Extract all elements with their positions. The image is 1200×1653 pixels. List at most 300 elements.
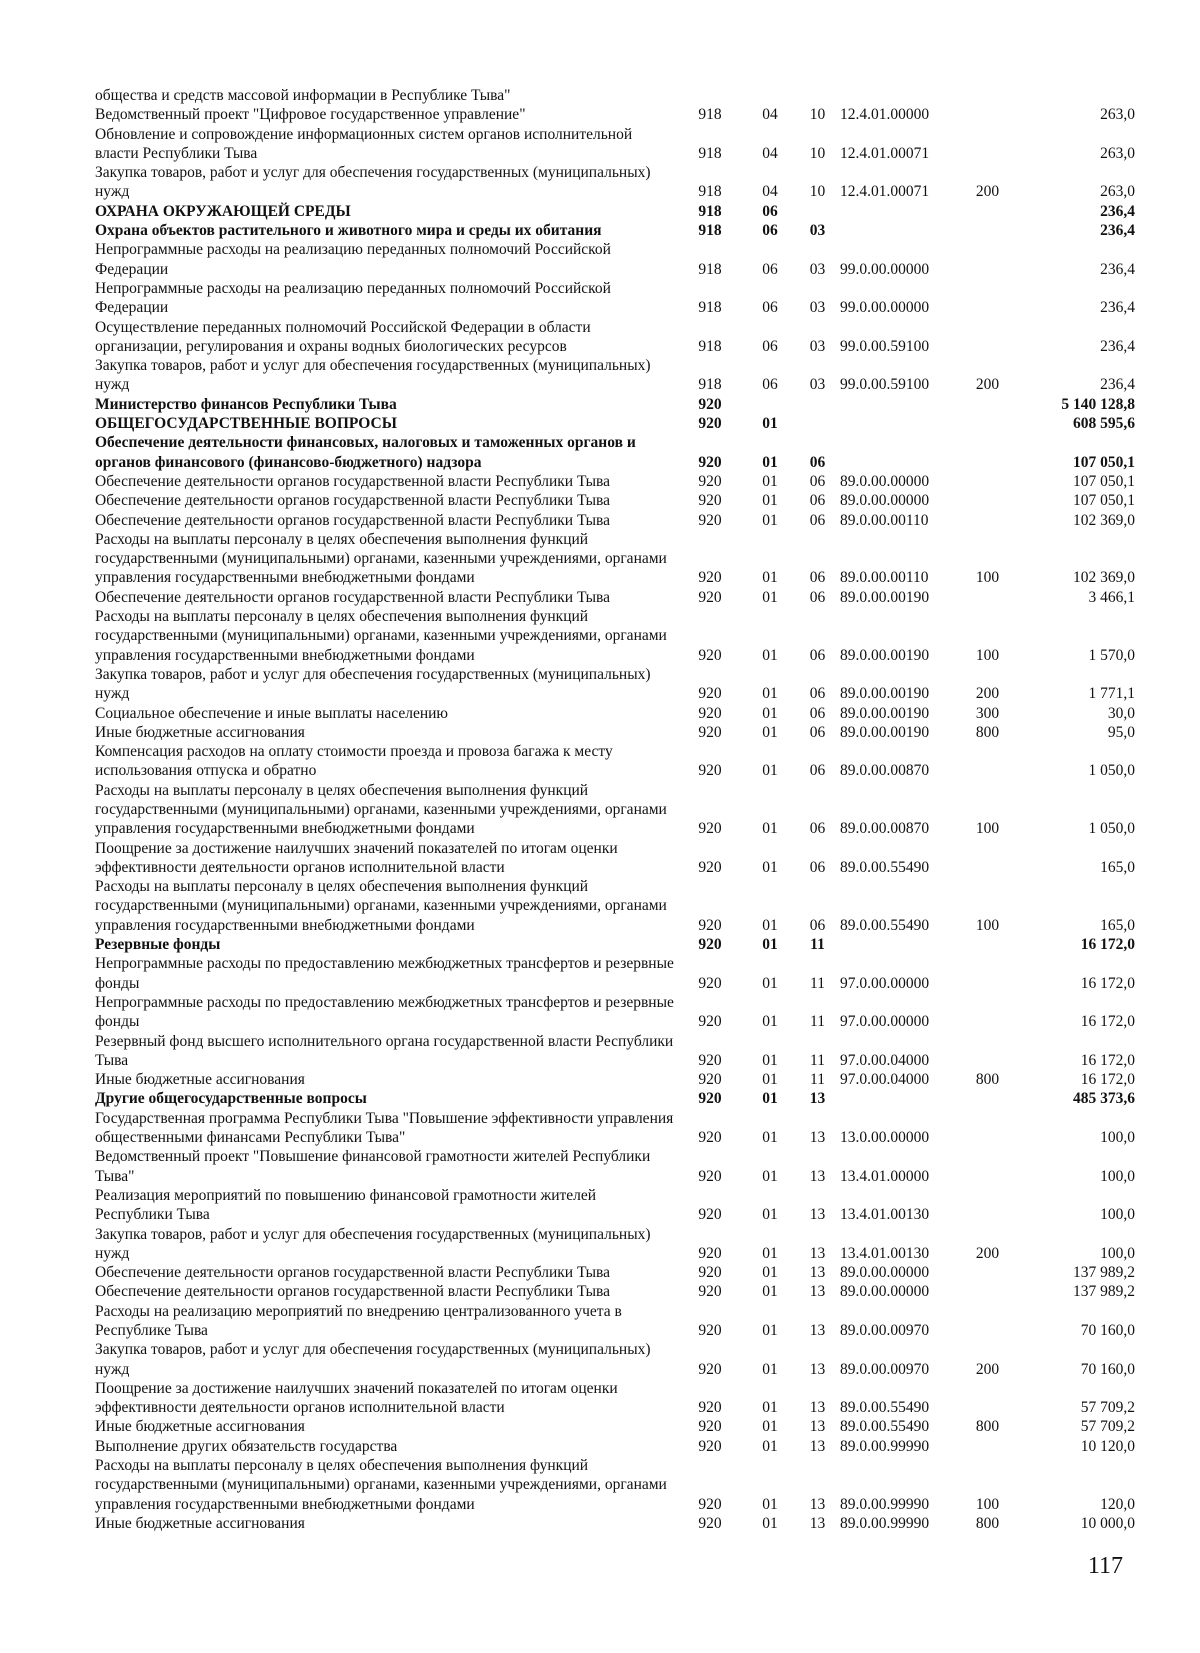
row-grbs-code: 920 — [698, 646, 722, 664]
row-section-code: 01 — [762, 974, 778, 992]
row-grbs-code: 920 — [698, 1495, 722, 1513]
row-expense-type — [960, 414, 1015, 433]
row-subsection-code: 06 — [809, 916, 826, 934]
row-section-code: 04 — [762, 106, 778, 124]
row-target-article: 99.0.00.00000 — [840, 260, 930, 278]
row-grbs-code: 920 — [698, 569, 722, 587]
row-name: Компенсация расходов на оплату стоимости проезда и провоза багажа к месту использования отпуска и обратно — [95, 743, 613, 780]
row-subsection-code: 06 — [809, 453, 826, 471]
row-subsection-code — [795, 395, 840, 414]
table-row — [95, 704, 1135, 723]
row-grbs-code: 920 — [698, 1090, 722, 1108]
row-grbs-code: 920 — [698, 1071, 722, 1089]
row-name: Обновление и сопровождение информационных систем органов исполнительной власти Республики Тыва — [95, 125, 633, 162]
row-target-article: 13.4.01.00000 — [840, 1167, 930, 1185]
row-subsection-code: 13 — [809, 1360, 826, 1378]
row-subsection-code: 06 — [809, 472, 826, 490]
row-name: Обеспечение деятельности органов государственной власти Республики Тыва — [95, 1264, 611, 1282]
row-subsection-code: 13 — [809, 1244, 826, 1262]
row-subsection-code: 03 — [809, 376, 826, 394]
table-row — [95, 1456, 1135, 1514]
row-target-article: 13.4.01.00130 — [840, 1206, 930, 1224]
row-amount: 10 120,0 — [1080, 1437, 1135, 1455]
row-name: Обеспечение деятельности органов государственной власти Республики Тыва — [95, 588, 611, 606]
row-name: Резервные фонды — [95, 936, 221, 954]
row-target-article: 89.0.00.00190 — [840, 588, 930, 606]
row-subsection-code: 11 — [810, 974, 825, 992]
row-section-code: 01 — [762, 1090, 778, 1108]
row-amount: 100,0 — [1100, 1244, 1135, 1262]
row-section-code: 01 — [762, 1206, 778, 1224]
row-section-code: 01 — [762, 820, 778, 838]
row-name: Расходы на выплаты персоналу в целях обеспечения выполнения функций государственными (муниципальными) органами, казенными учреждениями, органами управления государственными внебюджетными фондами — [95, 608, 667, 664]
table-row — [95, 607, 1135, 665]
table-row — [95, 1417, 1135, 1436]
row-name: Обеспечение деятельности финансовых, налоговых и таможенных органов и органов финансового (финансово-бюджетного) надзора — [95, 434, 636, 471]
row-section-code: 01 — [762, 916, 778, 934]
row-amount: 3 466,1 — [1088, 588, 1135, 606]
row-name: Осуществление переданных полномочий Российской Федерации в области организации, регулирования и охраны водных биологических ресурсов — [95, 318, 591, 355]
row-grbs-code: 918 — [698, 202, 722, 220]
row-expense-type — [960, 433, 1015, 472]
row-target-article: 89.0.00.00000 — [840, 1264, 930, 1282]
row-expense-type — [960, 1147, 1015, 1186]
row-section-code: 01 — [762, 1013, 778, 1031]
row-section-code: 01 — [762, 1322, 778, 1339]
row-amount: 16 172,0 — [1080, 1071, 1135, 1089]
table-row — [95, 279, 1135, 318]
table-row — [95, 781, 1135, 839]
row-section-code: 01 — [762, 472, 778, 490]
row-name: Реализация мероприятий по повышению финансовой грамотности жителей Республики Тыва — [95, 1186, 597, 1224]
row-target-article: 12.4.01.00071 — [840, 183, 930, 201]
row-expense-type — [960, 993, 1015, 1032]
row-section-code: 01 — [762, 1399, 778, 1417]
row-section-code: 04 — [762, 183, 778, 201]
row-expense-type — [960, 839, 1015, 878]
table-row — [95, 839, 1135, 878]
row-amount: 236,4 — [1100, 337, 1135, 355]
row-grbs-code: 920 — [698, 858, 722, 876]
row-subsection-code: 10 — [809, 183, 826, 201]
row-subsection-code: 13 — [809, 1283, 826, 1301]
table-row — [95, 356, 1135, 395]
row-expense-type — [960, 472, 1015, 491]
table-row — [95, 877, 1135, 935]
row-name: Непрограммные расходы на реализацию переданных полномочий Российской Федерации — [95, 279, 611, 317]
row-target-article: 89.0.00.00110 — [840, 569, 929, 587]
row-name: Расходы на выплаты персоналу в целях обеспечения выполнения функций государственными (муниципальными) органами, казенными учреждениями, органами управления государственными внебюджетными фондами — [95, 878, 667, 934]
row-subsection-code: 03 — [809, 337, 826, 355]
table-row — [95, 1263, 1135, 1282]
row-target-article: 97.0.00.04000 — [840, 1051, 930, 1069]
row-amount: 107 050,1 — [1073, 492, 1135, 510]
row-subsection-code: 06 — [809, 858, 826, 876]
row-grbs-code — [675, 86, 745, 105]
table-row — [95, 86, 1135, 105]
row-grbs-code: 920 — [698, 395, 722, 413]
row-amount: 1 050,0 — [1088, 762, 1135, 780]
row-target-article: 89.0.00.55490 — [840, 1399, 930, 1417]
row-target-article: 89.0.00.00190 — [840, 685, 930, 703]
table-row — [95, 1089, 1135, 1108]
row-grbs-code: 920 — [698, 1244, 722, 1262]
row-name: Поощрение за достижение наилучших значений показателей по итогам оценки эффективности деятельности органов исполнительной власти — [95, 839, 618, 876]
row-name: Иные бюджетные ассигнования — [95, 723, 305, 741]
row-grbs-code: 920 — [698, 453, 722, 471]
row-subsection-code: 06 — [809, 492, 826, 510]
row-grbs-code: 920 — [698, 916, 722, 934]
row-subsection-code: 13 — [809, 1495, 826, 1513]
row-section-code: 01 — [762, 704, 778, 722]
row-name: Ведомственный проект "Повышение финансовой грамотности жителей Республики Тыва" — [95, 1148, 651, 1185]
table-row — [95, 491, 1135, 510]
row-name: Обеспечение деятельности органов государственной власти Республики Тыва — [95, 472, 611, 490]
row-expense-type — [960, 742, 1015, 781]
row-target-article: 12.4.01.00000 — [840, 106, 930, 124]
row-grbs-code: 920 — [698, 1167, 722, 1185]
table-row — [95, 472, 1135, 491]
table-row — [95, 1437, 1135, 1456]
budget-table — [95, 86, 1135, 1533]
row-section-code: 01 — [762, 685, 778, 703]
row-grbs-code: 920 — [698, 1283, 722, 1301]
row-target-article — [840, 86, 960, 105]
row-target-article: 13.4.01.00130 — [840, 1244, 930, 1262]
row-grbs-code: 918 — [698, 337, 722, 355]
row-amount: 16 172,0 — [1080, 1013, 1135, 1031]
row-expense-type: 200 — [975, 1244, 1000, 1262]
row-section-code: 01 — [762, 492, 778, 510]
row-name: ОХРАНА ОКРУЖАЮЩЕЙ СРЕДЫ — [95, 202, 351, 220]
row-section-code: 06 — [762, 202, 778, 220]
row-section-code: 04 — [762, 144, 778, 162]
row-grbs-code: 920 — [698, 1322, 722, 1339]
row-expense-type — [960, 1089, 1015, 1108]
row-amount: 30,0 — [1107, 704, 1135, 722]
row-subsection-code: 11 — [810, 1051, 825, 1069]
row-subsection-code: 03 — [809, 260, 826, 278]
row-expense-type — [960, 1437, 1015, 1456]
row-grbs-code: 920 — [698, 415, 722, 433]
row-subsection-code: 13 — [809, 1399, 826, 1417]
row-section-code: 06 — [762, 260, 778, 278]
row-section-code: 01 — [762, 1071, 778, 1089]
row-expense-type: 800 — [975, 1418, 1000, 1436]
row-grbs-code: 918 — [698, 299, 722, 317]
row-target-article: 89.0.00.00190 — [840, 646, 930, 664]
row-grbs-code: 920 — [698, 1399, 722, 1417]
table-row — [95, 1032, 1135, 1071]
row-section-code: 01 — [762, 1244, 778, 1262]
row-expense-type — [960, 588, 1015, 607]
row-target-article: 99.0.00.59100 — [840, 376, 930, 394]
row-grbs-code: 920 — [698, 685, 722, 703]
row-section-code: 01 — [762, 588, 778, 606]
row-section-code: 06 — [762, 222, 778, 240]
row-grbs-code: 920 — [698, 1051, 722, 1069]
row-expense-type: 200 — [975, 685, 1000, 703]
row-grbs-code: 920 — [698, 511, 722, 529]
row-section-code: 01 — [762, 1437, 778, 1455]
row-amount: 102 369,0 — [1073, 511, 1135, 529]
table-row — [95, 318, 1135, 357]
row-amount: 95,0 — [1107, 723, 1135, 741]
row-section-code: 01 — [762, 858, 778, 876]
row-expense-type — [960, 1302, 1015, 1341]
row-subsection-code: 13 — [809, 1090, 826, 1108]
row-name: Закупка товаров, работ и услуг для обеспечения государственных (муниципальных) нужд — [95, 357, 651, 394]
row-section-code: 01 — [762, 1514, 778, 1532]
row-grbs-code: 918 — [698, 376, 722, 394]
row-section-code: 01 — [762, 1129, 778, 1147]
row-grbs-code: 920 — [698, 588, 722, 606]
row-section-code: 06 — [762, 376, 778, 394]
row-grbs-code: 918 — [698, 183, 722, 201]
table-row — [95, 221, 1135, 240]
row-expense-type — [960, 1282, 1015, 1301]
row-target-article — [840, 395, 960, 414]
row-subsection-code: 06 — [809, 723, 826, 741]
row-section-code: 01 — [762, 1283, 778, 1301]
table-row — [95, 1302, 1135, 1341]
row-expense-type — [960, 221, 1015, 240]
table-row — [95, 1186, 1135, 1225]
row-section-code: 01 — [762, 453, 778, 471]
row-grbs-code: 920 — [698, 704, 722, 722]
row-expense-type — [960, 511, 1015, 530]
page-number: 117 — [1087, 1553, 1123, 1579]
row-grbs-code: 918 — [698, 106, 722, 124]
row-section-code: 01 — [762, 1418, 778, 1436]
row-grbs-code: 920 — [698, 1264, 722, 1282]
row-amount: 16 172,0 — [1080, 936, 1135, 954]
row-target-article: 97.0.00.04000 — [840, 1071, 930, 1089]
row-amount: 165,0 — [1100, 916, 1135, 934]
row-name: Резервный фонд высшего исполнительного органа государственной власти Республики Тыва — [95, 1032, 674, 1069]
row-expense-type: 100 — [975, 916, 1000, 934]
table-row — [95, 530, 1135, 588]
row-grbs-code: 920 — [698, 1206, 722, 1224]
row-name: Расходы на выплаты персоналу в целях обеспечения выполнения функций государственными (муниципальными) органами, казенными учреждениями, органами управления государственными внебюджетными фондами — [95, 530, 667, 587]
row-name: Поощрение за достижение наилучших значений показателей по итогам оценки эффективности деятельности органов исполнительной власти — [95, 1379, 618, 1417]
row-target-article: 89.0.00.00110 — [840, 511, 929, 529]
row-name: Закупка товаров, работ и услуг для обеспечения государственных (муниципальных) нужд — [95, 1225, 651, 1262]
row-subsection-code: 13 — [809, 1418, 826, 1436]
table-row — [95, 993, 1135, 1032]
row-subsection-code: 06 — [809, 646, 826, 664]
row-subsection-code — [795, 202, 840, 221]
row-name: Непрограммные расходы по предоставлению межбюджетных трансфертов и резервные фонды — [95, 993, 674, 1031]
row-amount: 107 050,1 — [1073, 472, 1135, 490]
table-row — [95, 1282, 1135, 1301]
row-target-article: 97.0.00.00000 — [840, 974, 930, 992]
row-subsection-code: 06 — [809, 569, 826, 587]
row-expense-type — [960, 935, 1015, 954]
row-grbs-code: 920 — [698, 936, 722, 954]
table-row — [95, 1070, 1135, 1089]
row-expense-type — [960, 125, 1015, 164]
row-subsection-code — [795, 86, 840, 105]
row-target-article: 13.0.00.00000 — [840, 1129, 930, 1147]
row-section-code: 06 — [762, 337, 778, 355]
table-row — [95, 395, 1135, 414]
table-row — [95, 1340, 1135, 1379]
table-row — [95, 954, 1135, 993]
row-name: Иные бюджетные ассигнования — [95, 1071, 305, 1089]
row-amount: 236,4 — [1100, 222, 1135, 240]
row-subsection-code: 10 — [809, 106, 826, 124]
row-amount: 236,4 — [1100, 202, 1135, 220]
row-subsection-code: 03 — [809, 222, 826, 240]
row-amount: 5 140 128,8 — [1061, 395, 1135, 413]
row-target-article: 89.0.00.99990 — [840, 1514, 930, 1532]
table-row — [95, 665, 1135, 704]
row-section-code: 01 — [762, 1264, 778, 1282]
row-grbs-code: 920 — [698, 1437, 722, 1455]
row-amount: 102 369,0 — [1073, 569, 1135, 587]
row-subsection-code: 13 — [809, 1437, 826, 1455]
row-grbs-code: 920 — [698, 492, 722, 510]
table-row — [95, 1225, 1135, 1264]
row-amount: 1 771,1 — [1088, 685, 1135, 703]
row-expense-type — [960, 395, 1015, 414]
row-expense-type: 100 — [975, 569, 1000, 587]
row-expense-type — [960, 318, 1015, 357]
row-expense-type — [960, 1263, 1015, 1282]
row-section-code: 01 — [762, 569, 778, 587]
row-name: Расходы на выплаты персоналу в целях обеспечения выполнения функций государственными (муниципальными) органами, казенными учреждениями, органами управления государственными внебюджетными фондами — [95, 1457, 667, 1513]
row-name: Обеспечение деятельности органов государственной власти Республики Тыва — [95, 492, 611, 510]
row-subsection-code — [795, 414, 840, 433]
row-grbs-code: 920 — [698, 820, 722, 838]
row-subsection-code: 13 — [809, 1167, 826, 1185]
row-amount: 120,0 — [1100, 1495, 1135, 1513]
row-grbs-code: 920 — [698, 472, 722, 490]
row-expense-type: 100 — [975, 646, 1000, 664]
row-amount: 70 160,0 — [1080, 1322, 1135, 1339]
row-expense-type: 100 — [975, 1495, 1000, 1513]
row-amount: 57 709,2 — [1080, 1399, 1135, 1417]
row-subsection-code: 06 — [809, 820, 826, 838]
table-row — [95, 1147, 1135, 1186]
row-target-article — [840, 202, 960, 221]
row-target-article: 89.0.00.00190 — [840, 704, 930, 722]
row-section-code: 01 — [762, 511, 778, 529]
row-grbs-code: 918 — [698, 144, 722, 162]
row-expense-type: 300 — [975, 704, 1000, 722]
table-row — [95, 1514, 1135, 1533]
table-row — [95, 105, 1135, 124]
row-name: Закупка товаров, работ и услуг для обеспечения государственных (муниципальных) нужд — [95, 665, 651, 703]
row-target-article: 89.0.00.99990 — [840, 1437, 930, 1455]
table-row — [95, 588, 1135, 607]
row-name: Иные бюджетные ассигнования — [95, 1514, 305, 1532]
row-amount: 70 160,0 — [1080, 1360, 1135, 1378]
row-name: Расходы на реализацию мероприятий по внедрению централизованного учета в Республике Тыва — [95, 1302, 622, 1339]
row-section-code: 01 — [762, 646, 778, 664]
row-name: Обеспечение деятельности органов государственной власти Республики Тыва — [95, 1283, 611, 1301]
row-amount: 10 000,0 — [1080, 1514, 1135, 1532]
row-amount: 137 989,2 — [1073, 1283, 1135, 1301]
row-section-code — [745, 86, 795, 105]
row-subsection-code: 06 — [809, 685, 826, 703]
row-subsection-code: 06 — [809, 762, 826, 780]
row-target-article: 12.4.01.00071 — [840, 144, 930, 162]
row-section-code — [745, 395, 795, 414]
row-amount: 107 050,1 — [1073, 453, 1135, 471]
table-row — [95, 163, 1135, 202]
row-target-article: 89.0.00.55490 — [840, 858, 930, 876]
row-expense-type: 200 — [975, 183, 1000, 201]
row-grbs-code: 920 — [698, 1418, 722, 1436]
row-expense-type — [960, 279, 1015, 318]
row-target-article — [840, 414, 960, 433]
row-grbs-code: 920 — [698, 1514, 722, 1532]
table-row — [95, 511, 1135, 530]
row-target-article: 99.0.00.00000 — [840, 299, 930, 317]
row-name: Государственная программа Республики Тыва "Повышение эффективности управления общественными финансами Республики Тыва" — [95, 1109, 674, 1147]
row-expense-type — [960, 954, 1015, 993]
row-target-article: 97.0.00.00000 — [840, 1013, 930, 1031]
row-name: Расходы на выплаты персоналу в целях обеспечения выполнения функций государственными (муниципальными) органами, казенными учреждениями, органами управления государственными внебюджетными фондами — [95, 781, 667, 838]
table-row — [95, 202, 1135, 221]
row-name: Министерство финансов Республики Тыва — [95, 395, 397, 413]
row-section-code: 01 — [762, 762, 778, 780]
row-target-article: 89.0.00.55490 — [840, 916, 930, 934]
row-grbs-code: 920 — [698, 1129, 722, 1147]
row-name: ОБЩЕГОСУДАРСТВЕННЫЕ ВОПРОСЫ — [95, 415, 397, 433]
row-grbs-code: 920 — [698, 762, 722, 780]
row-section-code: 01 — [762, 1360, 778, 1378]
row-grbs-code: 920 — [698, 1013, 722, 1031]
row-subsection-code: 06 — [809, 511, 826, 529]
row-amount — [1015, 86, 1135, 105]
row-name: Охрана объектов растительного и животного мира и среды их обитания — [95, 222, 602, 240]
row-subsection-code: 11 — [810, 936, 825, 954]
row-amount: 263,0 — [1100, 183, 1135, 201]
table-row — [95, 935, 1135, 954]
table-row — [95, 1109, 1135, 1148]
row-name: Ведомственный проект "Цифровое государственное управление" — [95, 106, 526, 124]
row-name: Обеспечение деятельности органов государственной власти Республики Тыва — [95, 511, 611, 529]
row-target-article: 89.0.00.00970 — [840, 1322, 930, 1339]
row-target-article — [840, 221, 960, 240]
row-expense-type: 100 — [975, 820, 1000, 838]
row-amount: 16 172,0 — [1080, 974, 1135, 992]
row-target-article: 89.0.00.00190 — [840, 723, 930, 741]
row-subsection-code: 13 — [809, 1206, 826, 1224]
row-subsection-code: 03 — [809, 299, 826, 317]
row-section-code: 06 — [762, 299, 778, 317]
row-expense-type — [960, 202, 1015, 221]
row-amount: 263,0 — [1100, 106, 1135, 124]
row-section-code: 01 — [762, 1495, 778, 1513]
row-name: Социальное обеспечение и иные выплаты населению — [95, 704, 449, 722]
table-row — [95, 414, 1135, 433]
row-name: Закупка товаров, работ и услуг для обеспечения государственных (муниципальных) нужд — [95, 164, 651, 201]
row-expense-type: 200 — [975, 1360, 1000, 1378]
row-amount: 1 050,0 — [1088, 820, 1135, 838]
table-row — [95, 723, 1135, 742]
row-subsection-code: 13 — [809, 1322, 826, 1339]
row-target-article: 89.0.00.99990 — [840, 1495, 930, 1513]
row-target-article: 89.0.00.00000 — [840, 472, 930, 490]
row-amount: 100,0 — [1100, 1167, 1135, 1185]
row-name: Непрограммные расходы по предоставлению межбюджетных трансфертов и резервные фонды — [95, 955, 674, 992]
row-subsection-code: 11 — [810, 1071, 825, 1089]
row-expense-type — [960, 1186, 1015, 1225]
